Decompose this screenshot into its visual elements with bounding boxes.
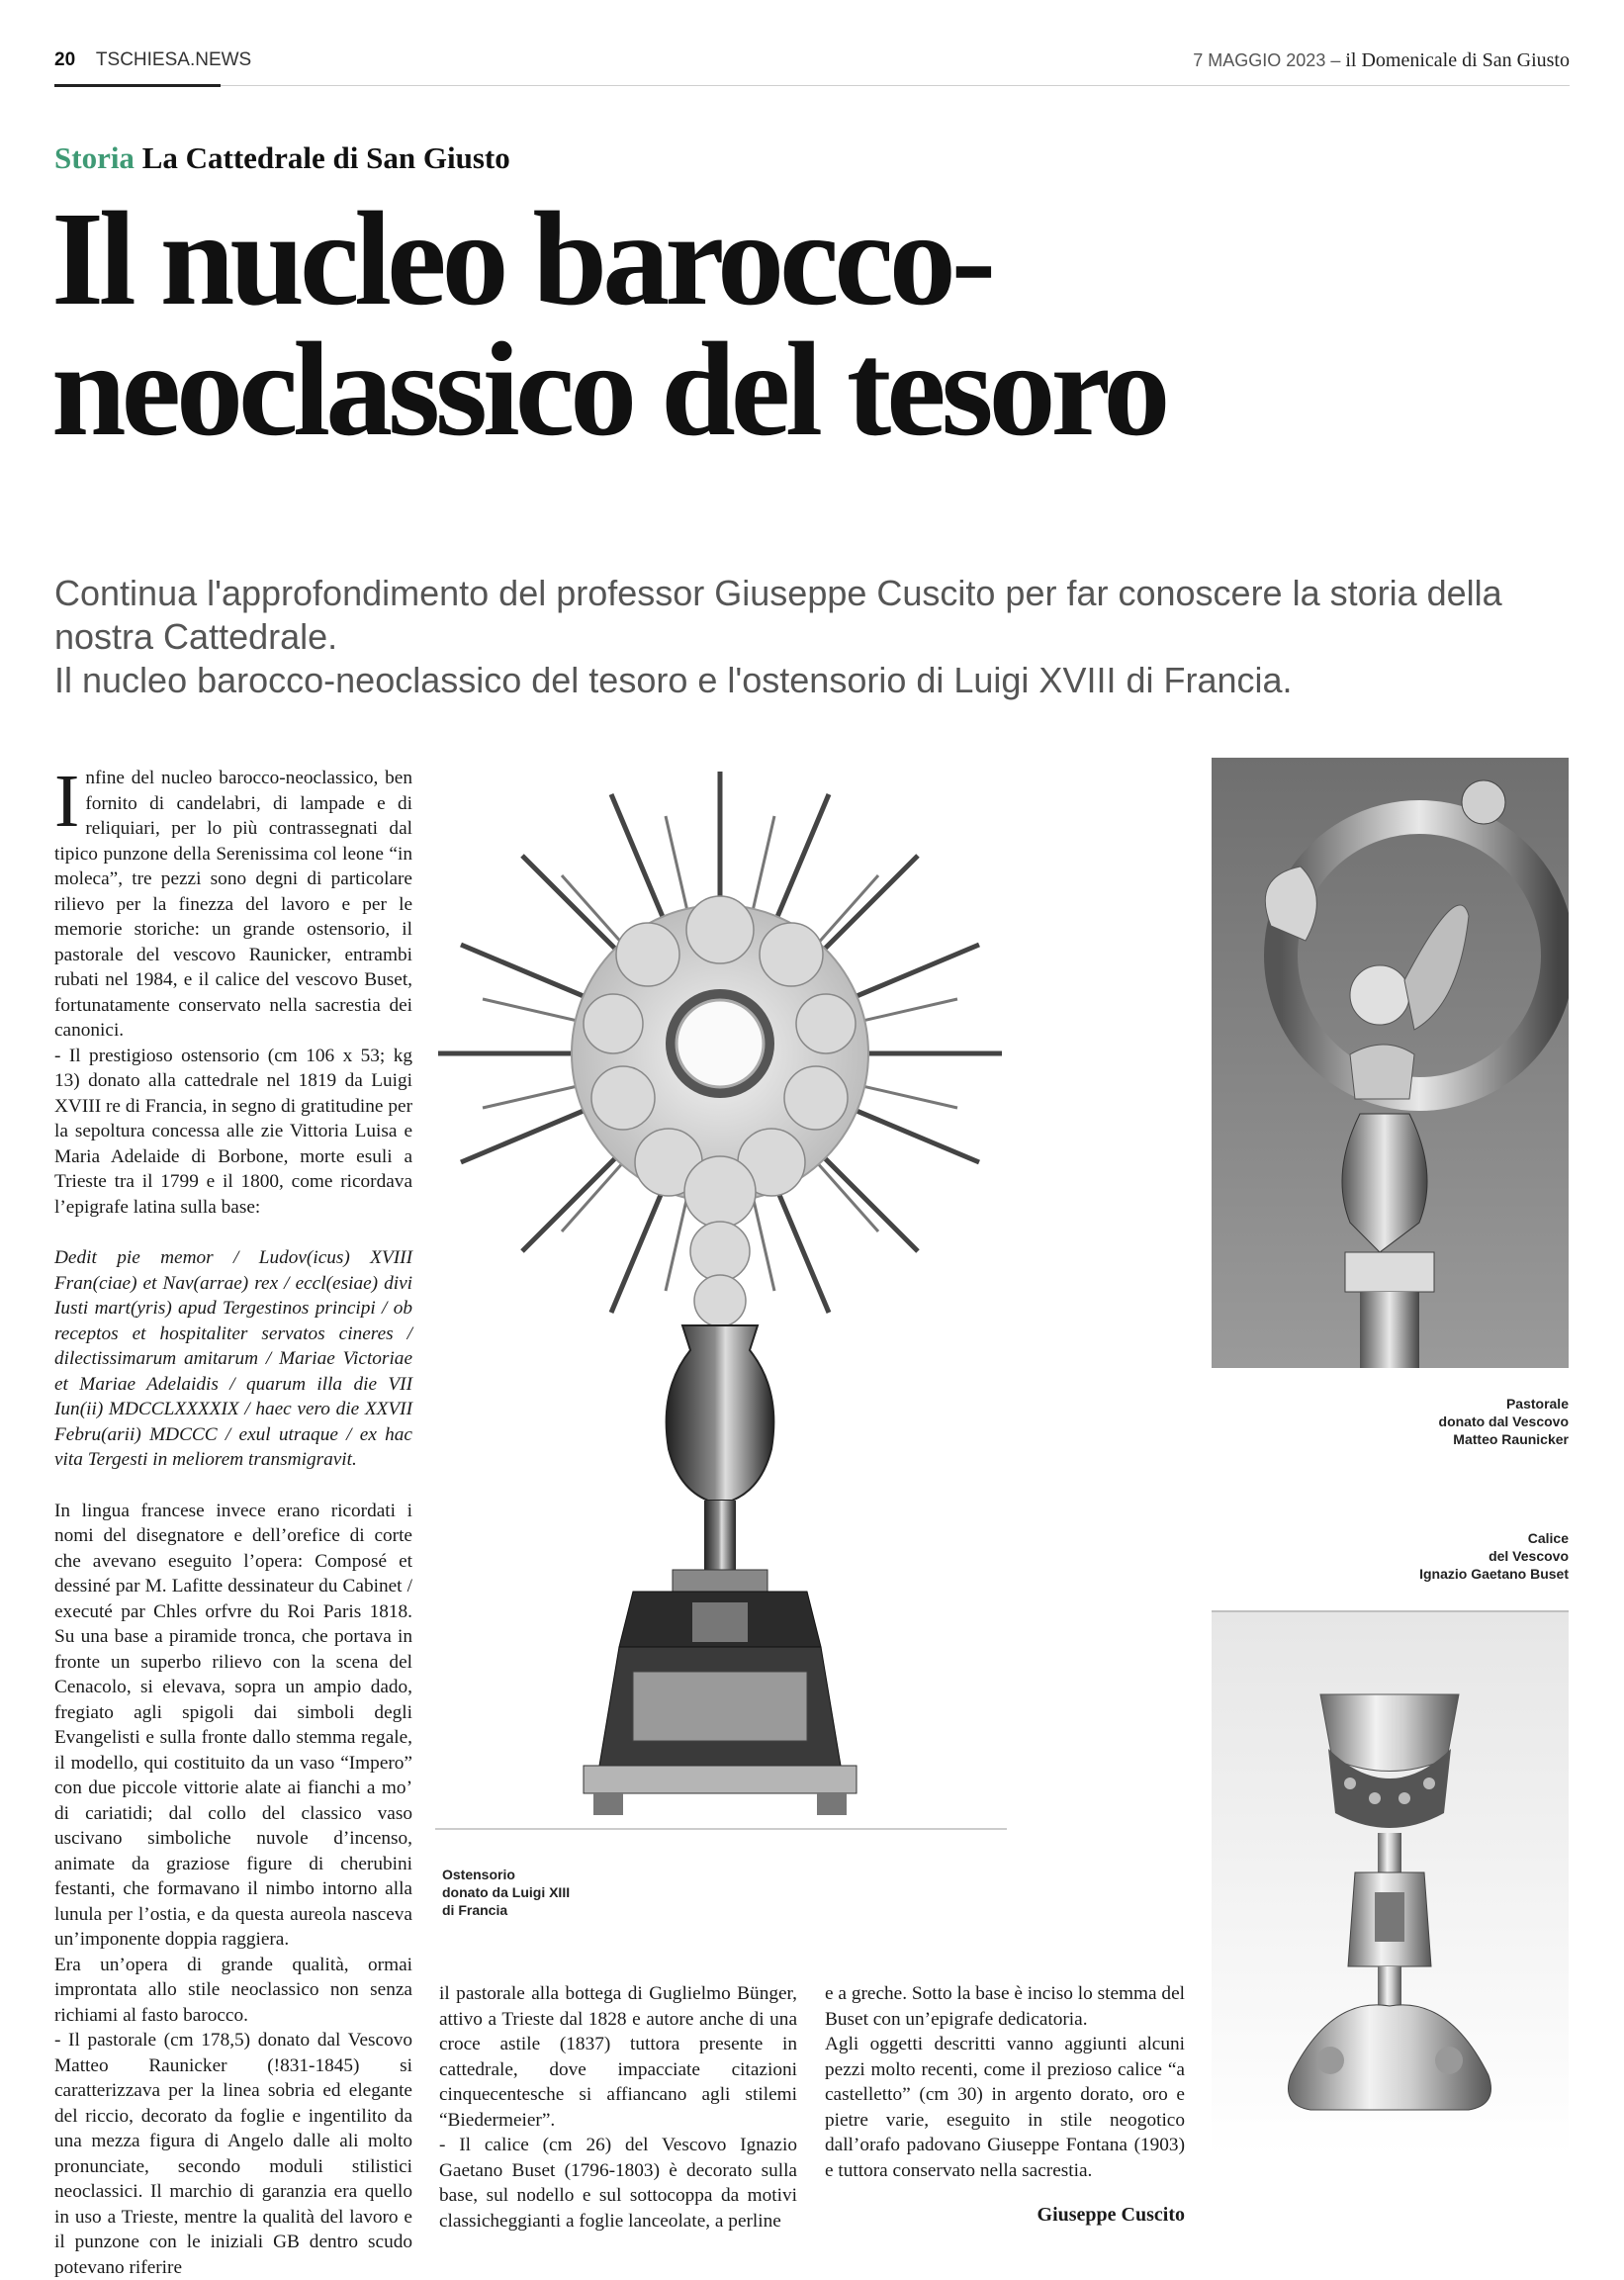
- headline-line-1: Il nucleo barocco-: [51, 185, 992, 333]
- author-signature: Giuseppe Cuscito: [1037, 2204, 1185, 2226]
- article-paragraph-7: il pastorale alla bottega di Guglielmo Bünger, attivo a Trieste dal 1828 e autore anche di una croce astile (1837) tuttora presente in cattedrale, dove impacciate citazioni cinquecentesche si affiancano agli stilemi “Biedermeier”.: [439, 1983, 797, 2131]
- site-name: TSCHIESA.NEWS: [95, 49, 252, 70]
- lead-line-1: Continua l'approfondimento del professor Giuseppe Cuscito per far conoscere la storia della nostra Cattedrale.: [54, 573, 1502, 657]
- headline-line-2: neoclassico del tesoro: [51, 316, 1166, 464]
- article-paragraph-9: e a greche. Sotto la base è inciso lo stemma del Buset con un’epigrafe dedicatoria.: [825, 1983, 1185, 2030]
- paper-name: il Domenicale di San Giusto: [1345, 49, 1570, 71]
- article-paragraph-4: In lingua francese invece erano ricordati i nomi del disegnatore e dell’orefice di corte che avevano eseguito l’opera: Composé et dessiné par M. Lafitte dessinateur du Cabinet / executé par Chles orfvre du Roi Paris 1818. Su una base a piramide tronca, che portava in fronte un superbo rilievo con la scena del Cenacolo, si elevava, sopra un ampio dado, fregiato agli spigoli dai simboli degli Evangelisti e sulla fronte dallo stemma regale, il modello, qui costituito da un vaso “Impero” con due piccole vittorie alate ai fianchi a mo’ di cariatidi; dal collo del classico vaso uscivano simboliche nuvole d’incenso, animate da graziose figure di cherubini festanti, che formavano il nimbo intorno alla lunula per l’ostia, e da questa aureola nasceva un’imponente doppia raggiera.: [54, 1500, 412, 1950]
- article-paragraph-6: - Il pastorale (cm 178,5) donato dal Vescovo Matteo Raunicker (!831-1845) si caratterizzava per la linea sobria ed elegante del riccio, decorato da foglie e ingentilito da una mezza figura di Angelo dalle ali molto pronunciate, secondo moduli stilistici neoclassici. Il marchio di garanzia era quello in uso a Trieste, mentre la qualità del lavoro e il punzone con le iniziali GB dentro scudo potevano riferire: [54, 2030, 412, 2278]
- headline: [51, 185, 1166, 464]
- crozier-photo: [1212, 758, 1569, 1368]
- caption-crozier: Pastorale donato dal Vescovo Matteo Raunicker: [1438, 1396, 1569, 1447]
- article-paragraph-1: Infine del nucleo barocco-neoclassico, ben fornito di candelabri, di lampade e di reliquiari, per lo più contrassegnati dal tipico punzone della Serenissima col leone “in moleca”, tre pezzi sono degni di particolare rilievo per la finezza del lavoro e per le memorie storiche: un grande ostensorio, il pastorale del vescovo Raunicker, entrambi rubati nel 1984, e il calice del vescovo Buset, fortunatamente conservato nella sacrestia dei canonici.: [54, 760, 412, 1041]
- article-column-1: [54, 760, 412, 2280]
- section-label: Storia: [54, 140, 135, 175]
- issue-date: 7 MAGGIO 2023 –: [1193, 50, 1341, 70]
- chalice-photo: [1212, 1610, 1569, 2156]
- monstrance-photo: [435, 757, 1007, 1830]
- caption-monstrance: Ostensorio donato da Luigi XIII di Francia: [442, 1867, 571, 1918]
- page-header-right: [1193, 49, 1570, 72]
- header-accent-bar: [54, 84, 221, 87]
- page-number: 20: [54, 49, 76, 70]
- kicker-title: La Cattedrale di San Giusto: [141, 140, 510, 175]
- article-column-3: [825, 1981, 1185, 2229]
- article-paragraph-2: - Il prestigioso ostensorio (cm 106 x 53; kg 13) donato alla cattedrale nel 1819 da Luigi XVIII re di Francia, in segno di gratitudine per la sepoltura concessa alle zie Vittoria Luisa e Maria Adelaide di Borbone, morte esuli a Trieste tra il 1799 e il 1800, come ricordava l’epigrafe latina sulla base:: [54, 1045, 412, 1218]
- caption-chalice: Calice del Vescovo Ignazio Gaetano Buset: [1419, 1530, 1569, 1582]
- header-divider: [54, 85, 1570, 86]
- article-paragraph-8: - Il calice (cm 26) del Vescovo Ignazio Gaetano Buset (1796-1803) è decorato sulla base, sul nodello e sul sottocoppa da motivi classicheggianti a foglie lanceolate, a perline: [439, 2135, 797, 2232]
- article-paragraph-10: Agli oggetti descritti vanno aggiunti alcuni pezzi molto recenti, come il prezioso calice “a castelletto” (cm 30) in argento dorato, oro e pietre varie, eseguito in stile neogotico dall’orafo padovano Giuseppe Fontana (1903) e tuttora conservato nella sacrestia.: [825, 2034, 1185, 2181]
- page-header-left: [54, 49, 251, 71]
- drop-cap: I: [54, 760, 80, 843]
- lead-line-2: Il nucleo barocco-neoclassico del tesoro e l'ostensorio di Luigi XVIII di Francia.: [54, 660, 1293, 700]
- kicker: [54, 140, 510, 176]
- lead-paragraph: [54, 572, 1578, 702]
- article-column-2: [439, 1981, 797, 2234]
- article-paragraph-5: Era un’opera di grande qualità, ormai improntata allo stile neoclassico non senza richiami al fasto barocco.: [54, 1954, 412, 2026]
- latin-epigraph: Dedit pie memor / Ludov(icus) XVIII Fran(ciae) et Nav(arrae) rex / eccl(esiae) divi Iusti mart(yris) apud Tergestinos principi / ob receptos et hospitaliter servatos cineres / dilectissimarum amitarum / Mariae Victoriae et Mariae Adelaidis / quarum illa die VII Iun(ii) MDCCLXXXXIX / haec vero die XXVII Febru(arii) MDCCC / exul utraque / ex hac vita Tergesti in meliorem transmigravit.: [54, 1247, 412, 1470]
